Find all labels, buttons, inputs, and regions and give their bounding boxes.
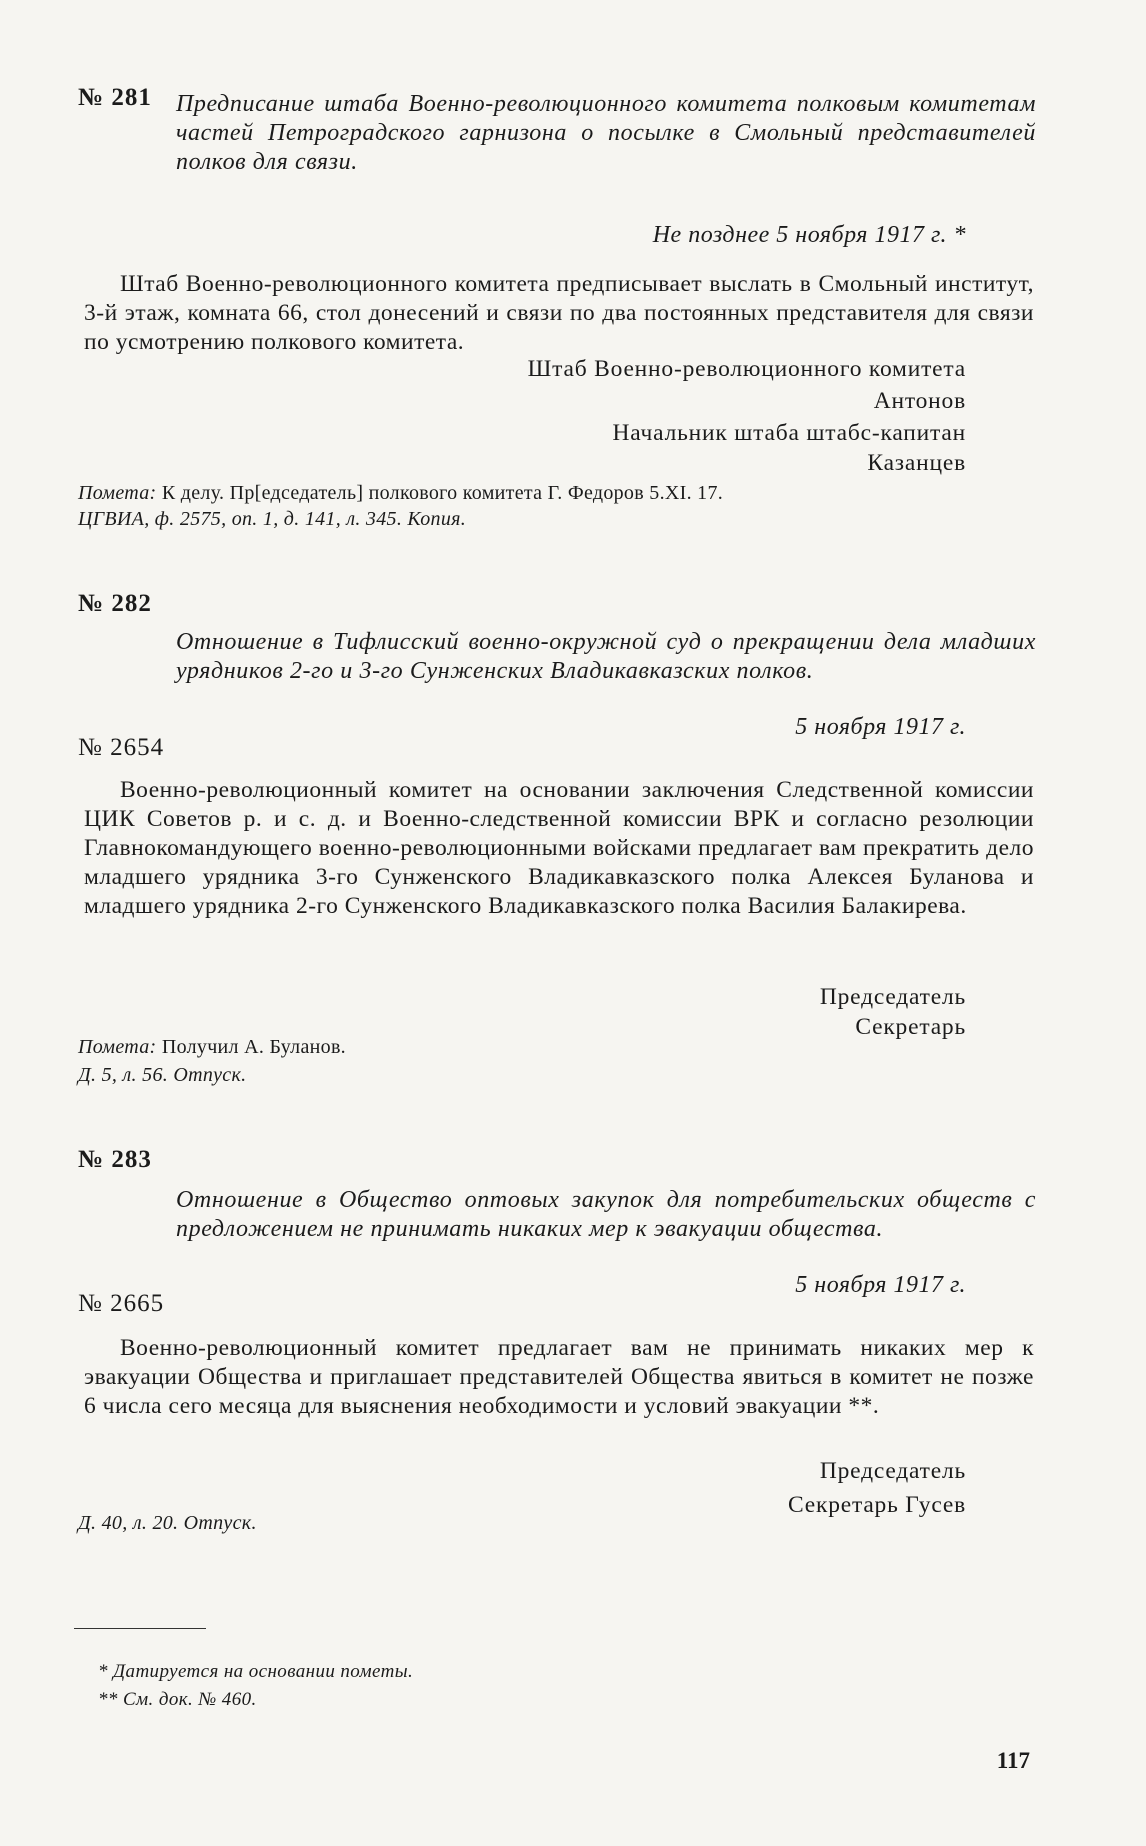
doc-281-body: Штаб Военно-революционного комитета предписывает выслать в Смольный институт, 3-й этаж, комната 66, стол донесений и связи по два постоянных представителя для связи по усмотрению полкового комитета. [84,271,1034,355]
doc-283-date: 5 ноября 1917 г. [795,1272,966,1298]
doc-282-archive: Д. 5, л. 56. Отпуск. [78,1064,247,1086]
note-text: К делу. Пр[едседатель] полкового комитета Г. Федоров 5.XI. 17. [161,482,724,504]
doc-282-body: Военно-революционный комитет на основании заключения Следственной комиссии ЦИК Советов р. и с. д. и Военно-следственной комиссии ВРК и согласно резолюции Главнокомандующего военно-революционными войсками предлагает вам прекратить дело младшего урядника 3-го Сунженского Владикавказского полка Алексея Буланова и младшего урядника 2-го Сунженского Владикавказского полка Василия Балакирева. [84,777,1034,919]
doc-282-date: 5 ноября 1917 г. [795,714,966,740]
doc-281-archive: ЦГВИА, ф. 2575, оп. 1, д. 141, л. 345. Копия. [78,508,467,530]
footnote-1: * Датируется на основании пометы. [98,1661,414,1682]
note-text: Получил А. Буланов. [161,1036,346,1058]
doc-283-archive: Д. 40, л. 20. Отпуск. [78,1512,257,1534]
note-label: Помета: [78,1036,157,1058]
doc-283-body: Военно-революционный комитет предлагает вам не принимать никаких мер к эвакуации Общества и приглашает представителей Общества явиться в комитет не позже 6 числа сего месяца для выяснения необходимости и условий эвакуации **. [84,1335,1034,1419]
doc-283-outgoing-number: № 2665 [78,1290,165,1317]
doc-281-signature-kazantsev: Казанцев [867,450,966,476]
doc-283-signature-chair: Председатель [819,1458,966,1484]
footnote-divider [74,1628,206,1629]
footnote-2: ** См. док. № 460. [98,1689,257,1710]
doc-282-signature-secretary: Секретарь [855,1014,966,1040]
note-label: Помета: [78,482,157,504]
doc-281-signature-antonov: Антонов [873,388,966,414]
doc-282-number: № 282 [78,590,152,617]
doc-282-outgoing-number: № 2654 [78,734,165,761]
doc-282-heading: Отношение в Тифлисский военно-окружной суд о прекращении дела младших урядников 2-го и 3-го Сунженских Владикавказских полков. [176,629,1036,684]
doc-283-heading: Отношение в Общество оптовых закупок для потребительских обществ с предложением не принимать никаких мер к эвакуации общества. [176,1187,1036,1242]
doc-281-signature-title: Начальник штаба штабс-капитан [612,420,966,446]
doc-283-signature-secretary: Секретарь Гусев [787,1492,966,1518]
doc-281-signature-org: Штаб Военно-революционного комитета [527,356,966,382]
doc-281-heading: Предписание штаба Военно-революционного комитета полковым комитетам частей Петроградского гарнизона о посылке в Смольный представителей полков для связи. [176,91,1036,175]
doc-282-signature-chair: Председатель [819,984,966,1010]
page-number: 117 [996,1748,1030,1773]
doc-281-number: № 281 [78,84,152,111]
doc-283-number: № 283 [78,1146,152,1173]
doc-281-note [78,482,723,505]
doc-281-date: Не позднее 5 ноября 1917 г. * [652,222,966,248]
doc-282-note [78,1036,346,1059]
